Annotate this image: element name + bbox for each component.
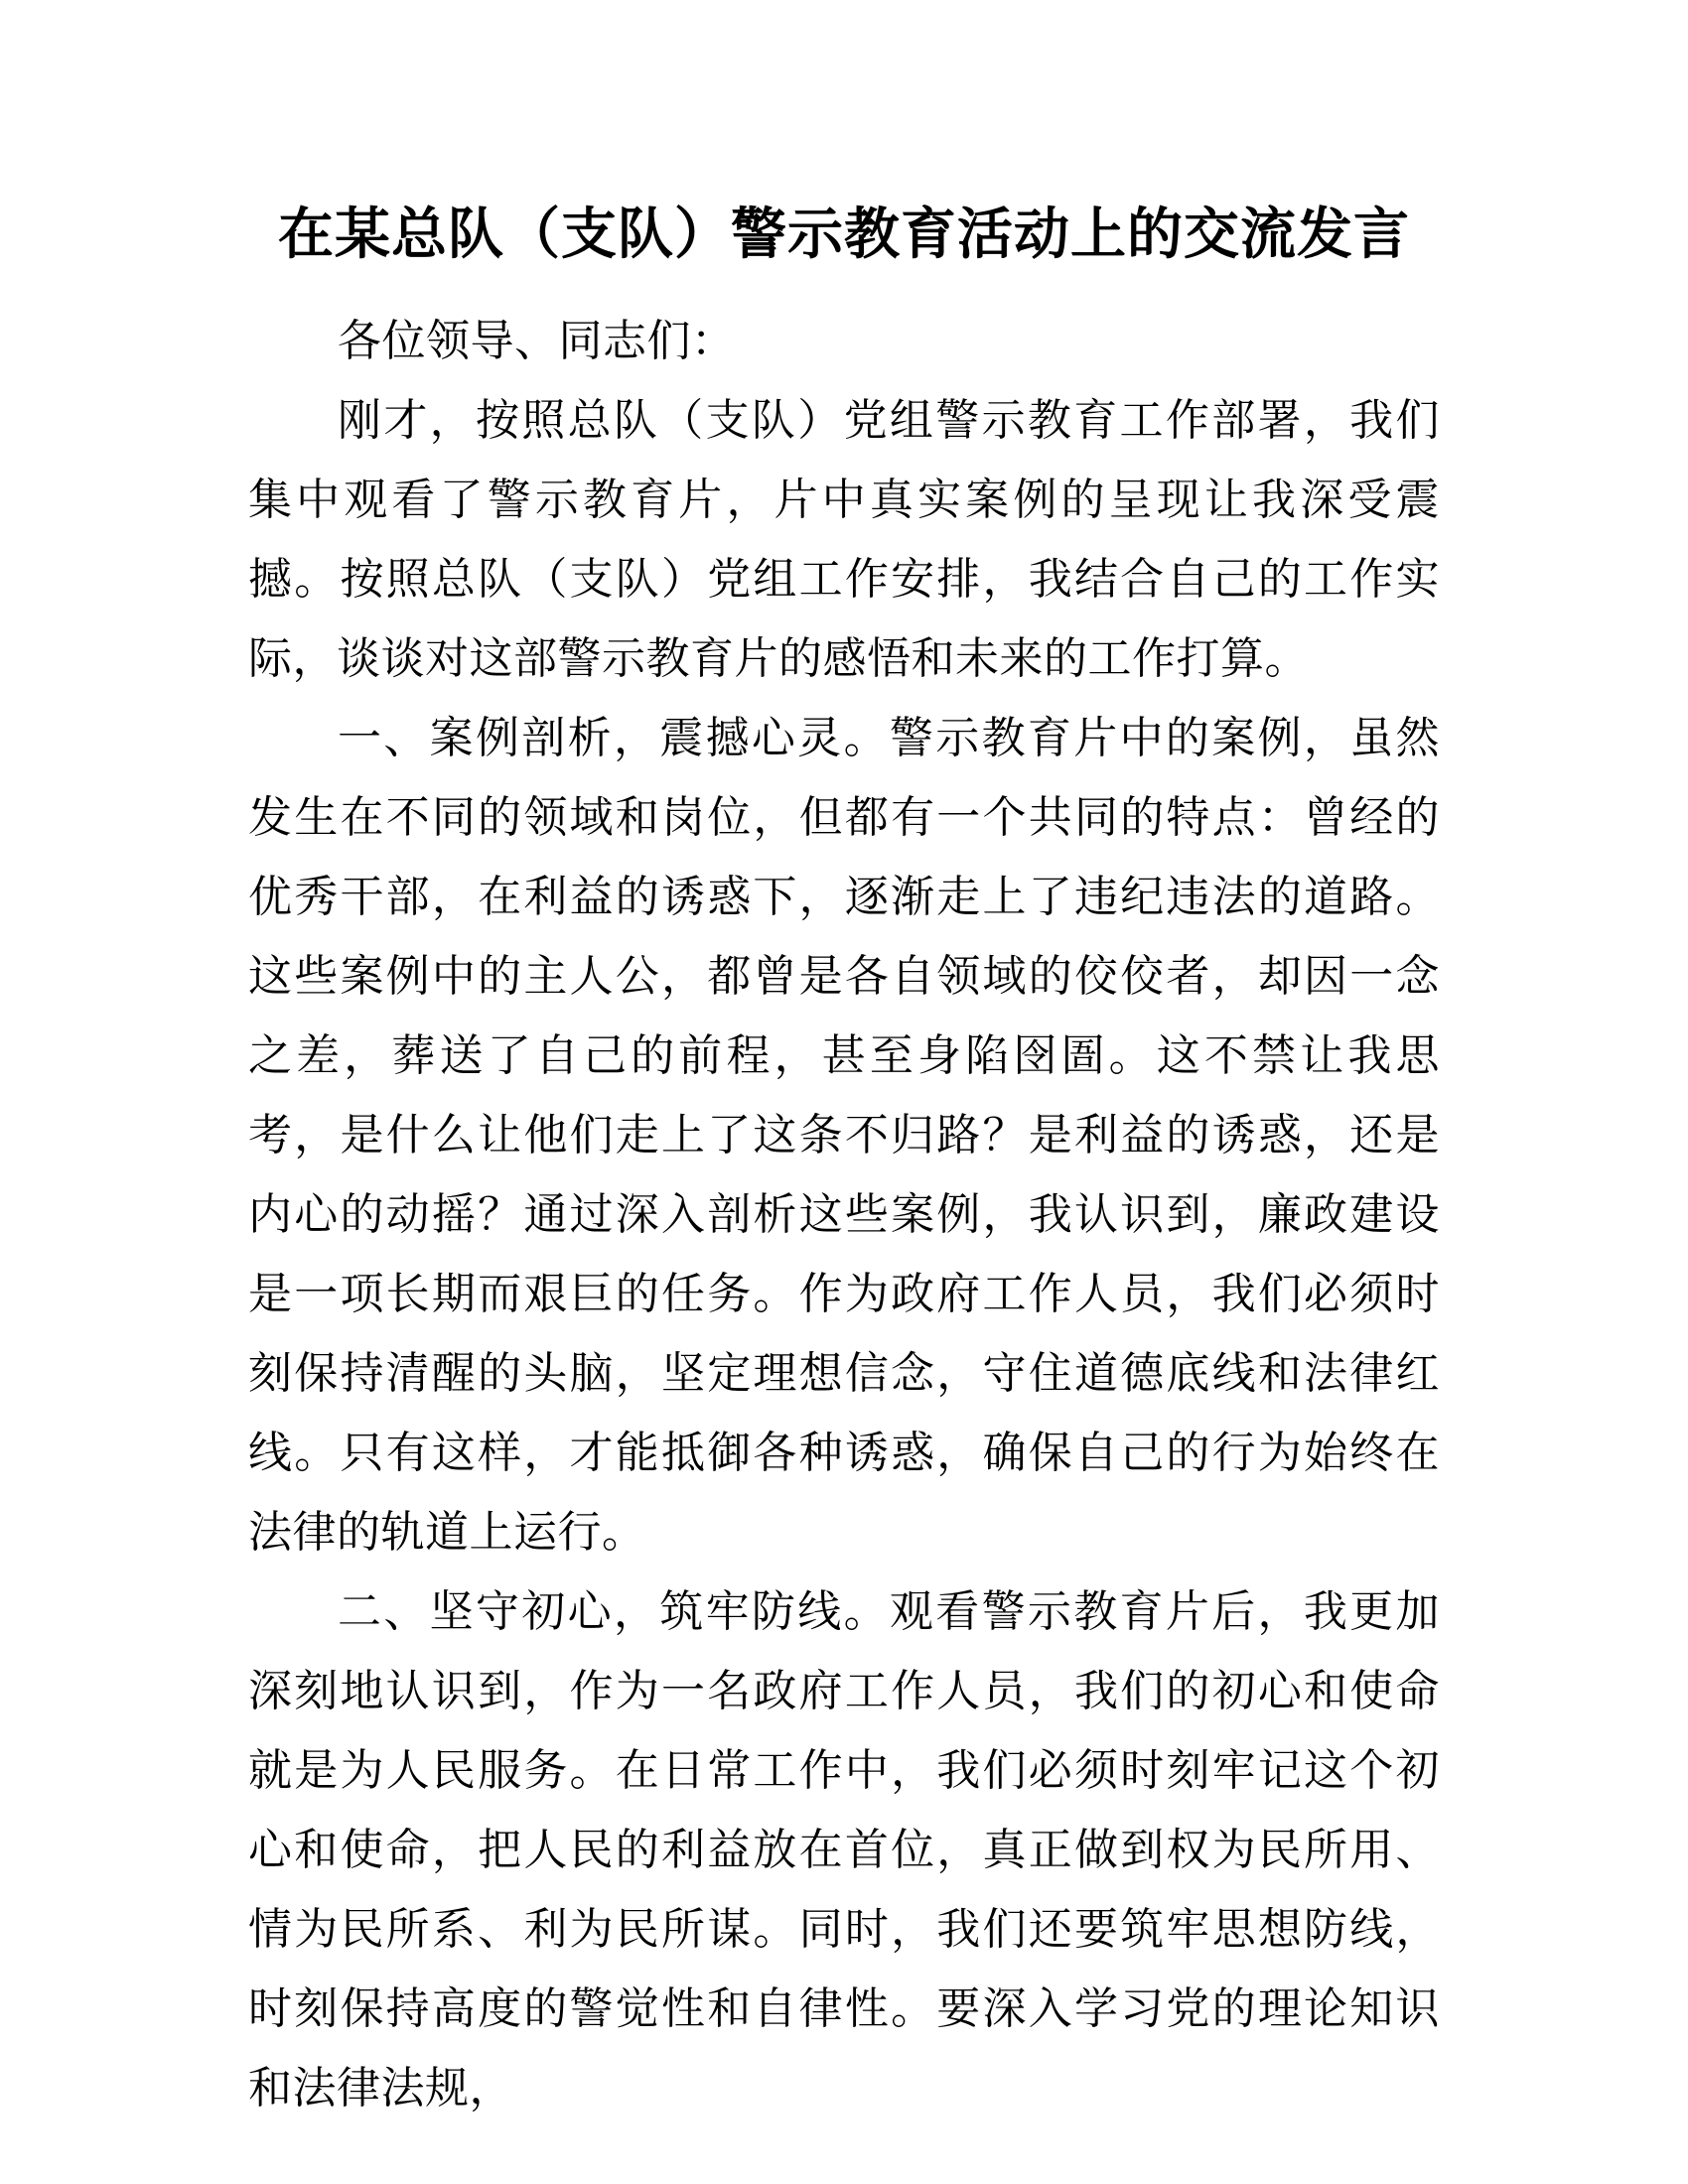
paragraph-section-two: 二、坚守初心，筑牢防线。观看警示教育片后，我更加深刻地认识到，作为一名政府工作人员，我们的初心和使命就是为人民服务。在日常工作中，我们必须时刻牢记这个初心和使命，把人民的利益放在首位，真正做到权为民所用、情为民所系、利为民所谋。同时，我们还要筑牢思想防线，时刻保持高度的警觉性和自律性。要深入学习党的理论知识和法律法规， [248, 1587, 1440, 2113]
document-title: 在某总队（支队）警示教育活动上的交流发言 [278, 203, 1410, 265]
salutation-line: 各位领导、同志们： [338, 317, 736, 365]
paragraph-section-one: 一、案例剖析，震撼心灵。警示教育片中的案例，虽然发生在不同的领域和岗位，但都有一个共同的特点：曾经的优秀干部，在利益的诱惑下，逐渐走上了违纪违法的道路。这些案例中的主人公，都曾是各自领域的佼佼者，却因一念之差，葬送了自己的前程，甚至身陷囹圄。这不禁让我思考，是什么让他们走上了这条不归路？是利益的诱惑，还是内心的动摇？通过深入剖析这些案例，我认识到，廉政建设是一项长期而艰巨的任务。作为政府工作人员，我们必须时刻保持清醒的头脑，坚定理想信念，守住道德底线和法律红线。只有这样，才能抵御各种诱惑，确保自己的行为始终在法律的轨道上运行。 [248, 714, 1440, 1557]
document-content [248, 195, 1440, 2128]
paragraph-opening: 刚才，按照总队（支队）党组警示教育工作部署，我们集中观看了警示教育片，片中真实案例的呈现让我深受震撼。按照总队（支队）党组工作安排，我结合自己的工作实际，谈谈对这部警示教育片的感悟和未来的工作打算。 [248, 396, 1440, 683]
